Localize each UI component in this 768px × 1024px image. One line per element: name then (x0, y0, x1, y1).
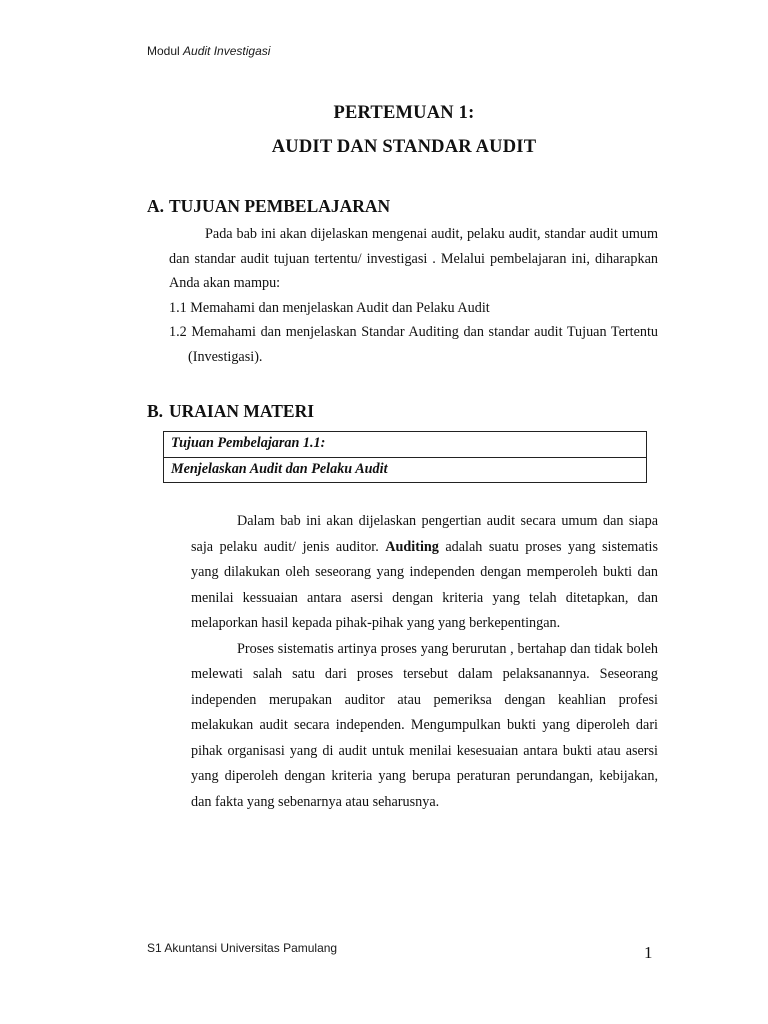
page-title-topic: AUDIT DAN STANDAR AUDIT (271, 137, 537, 157)
objective-box-label: Tujuan Pembelajaran 1.1: (171, 435, 326, 451)
body-paragraph-1 (191, 509, 658, 637)
section-title-a: TUJUAN PEMBELAJARAN (169, 196, 391, 216)
objective-box (163, 431, 647, 483)
body-paragraph-2: Proses sistematis artinya proses yang berurutan , bertahap dan tidak boleh melewati salah satu dari proses tersebut dalam pelaksanannya. Seseorang independen merupakan auditor atau pemeriksa dengan keahlian profesi melakukan audit secara independen. Mengumpulkan bukti yang diperoleh dari pihak organisasi yang di audit untuk menilai kesesuaian antara bukti atau asersi yang diperoleh dengan kriteria yang berupa peraturan perundangan, kebijakan, dan fakta yang sebenarnya atau seharusnya. (191, 640, 658, 810)
section-title-b: URAIAN MATERI (169, 401, 315, 421)
objective-box-value: Menjelaskan Audit dan Pelaku Audit (164, 457, 646, 482)
running-footer: S1 Akuntansi Universitas Pamulang (147, 941, 338, 955)
intro-paragraph: Pada bab ini akan dijelaskan mengenai audit, pelaku audit, standar audit umum dan standar audit tujuan tertentu/ investigasi . Melalui pembelajaran ini, diharapkan Anda akan mampu: (169, 226, 658, 291)
page-title-meeting: PERTEMUAN 1: (333, 103, 475, 123)
objective-item-2: 1.2 Memahami dan menjelaskan Standar Auditing dan standar audit Tujuan Tertentu (Investigasi). (169, 324, 658, 365)
header-prefix: Modul (147, 44, 180, 58)
material-body (191, 509, 658, 815)
section-letter-a: A. (147, 196, 165, 216)
body-paragraph-1-start: Dalam bab ini akan dijelaskan pengertian audit secara umum dan siapa saja pelaku audit/ jenis auditor. (191, 513, 658, 555)
header-module-title: Audit Investigasi (183, 44, 271, 58)
running-header (147, 44, 270, 58)
section-letter-b: B. (147, 401, 164, 421)
page-number: 1 (644, 943, 653, 962)
auditing-term: Auditing (385, 538, 439, 555)
objective-item-1: 1.1 Memahami dan menjelaskan Audit dan Pelaku Audit (169, 299, 490, 316)
section-heading-b (147, 401, 314, 422)
learning-objectives-block (169, 222, 658, 369)
section-heading-a (147, 196, 390, 217)
body-paragraph-1-rest: adalah suatu proses yang sistematis yang dilakukan oleh seseorang yang independen dengan memperoleh bukti dan menilai kessuaian antara asersi dengan kriteria yang telah ditetapkan, dan melaporkan hasil kepada pihak-pihak yang yang berkepentingan. (191, 538, 658, 631)
